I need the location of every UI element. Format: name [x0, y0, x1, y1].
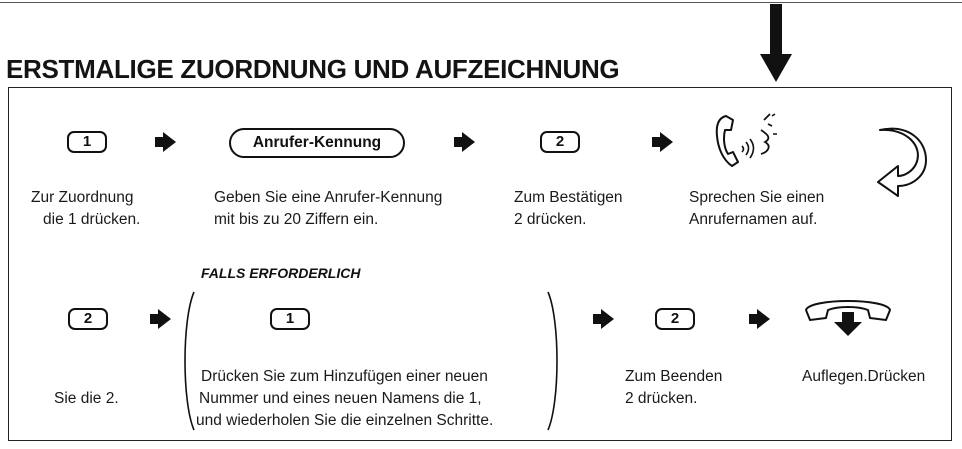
- right-bracket-icon: [544, 290, 564, 432]
- step1-text-line2: die 1 drücken.: [43, 211, 141, 228]
- left-bracket-icon: [178, 290, 198, 432]
- key-2-button: 2: [655, 308, 695, 330]
- step3-text-line2: 2 drücken.: [514, 211, 587, 228]
- row2-step2-text-line1: Drücken Sie zum Hinzufügen einer neuen: [201, 368, 488, 385]
- down-arrow-icon: [760, 4, 792, 84]
- step4-text-line2: Anrufernamen auf.: [689, 211, 818, 228]
- hang-up-handset-icon: [800, 292, 896, 340]
- right-arrow-icon: [163, 132, 176, 152]
- key-2-button: 2: [68, 308, 108, 330]
- right-arrow-icon: [462, 132, 475, 152]
- right-arrow-icon: [660, 132, 673, 152]
- speaking-handset-icon: [712, 112, 790, 170]
- step2-text-line1: Geben Sie eine Anrufer-Kennung: [214, 189, 443, 206]
- row2-step3-text-line2: 2 drücken.: [625, 390, 698, 407]
- top-rule: [0, 2, 962, 3]
- row2-step2-text-line2: Nummer und eines neuen Namens die 1,: [199, 390, 482, 407]
- row2-step2-text-line3: und wiederholen Sie die einzelnen Schritte.: [196, 412, 494, 429]
- step3-text-line1: Zum Bestätigen: [514, 189, 623, 206]
- right-arrow-icon: [601, 309, 614, 329]
- page-title: ERSTMALIGE ZUORDNUNG UND AUFZEICHNUNG: [6, 54, 620, 84]
- right-arrow-icon: [757, 309, 770, 329]
- step1-text-line1: Zur Zuordnung: [31, 189, 134, 206]
- step4-text-line1: Sprechen Sie einen: [689, 189, 825, 206]
- right-arrow-icon: [158, 309, 171, 329]
- key-1-button: 1: [270, 308, 310, 330]
- caller-id-button: Anrufer-Kennung: [229, 128, 405, 158]
- row2-step1-text: Sie die 2.: [54, 390, 119, 407]
- row2-step3-text-line1: Zum Beenden: [625, 368, 723, 385]
- key-2-button: 2: [540, 131, 580, 153]
- loop-back-arrow-icon: [870, 126, 928, 198]
- step2-text-line2: mit bis zu 20 Ziffern ein.: [214, 211, 379, 228]
- row2-step4-text: Auflegen.Drücken: [802, 368, 926, 385]
- key-1-button: 1: [67, 131, 107, 153]
- falls-erforderlich-label: FALLS ERFORDERLICH: [201, 265, 361, 281]
